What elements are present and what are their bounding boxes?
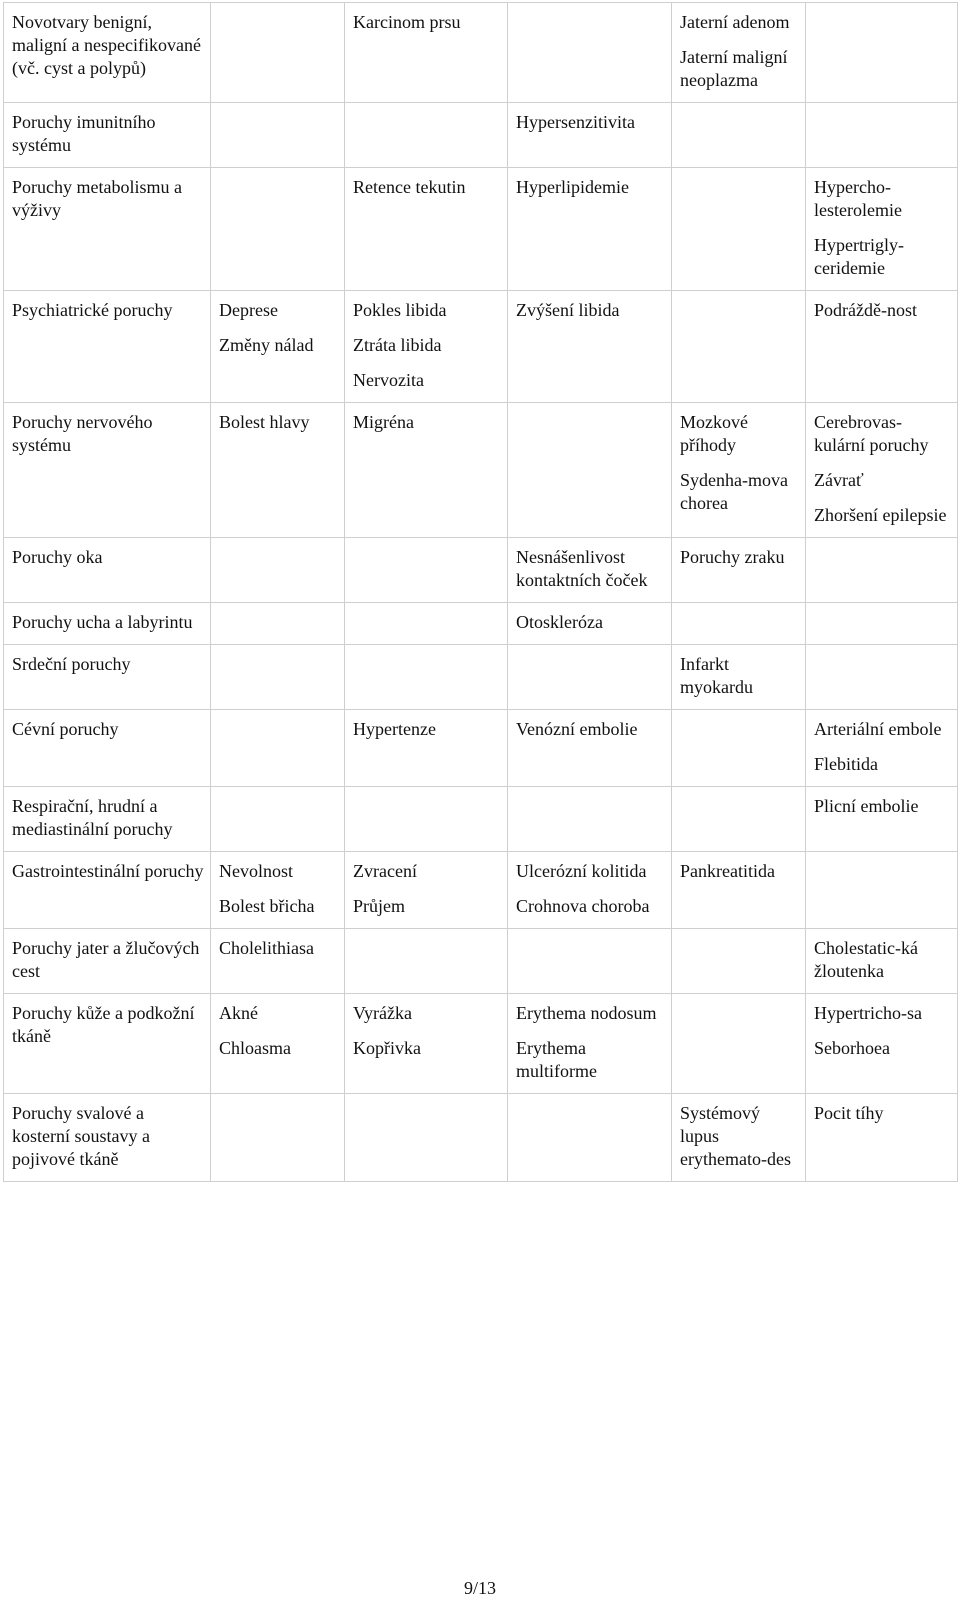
effect-cell [672,603,806,645]
effect-item: Deprese [219,300,278,320]
effect-item: Hypercho-lesterolemie [814,177,902,220]
effect-cell [211,852,345,929]
effect-cell [806,403,958,538]
effect-item: Crohnova choroba [516,896,650,916]
effect-item: Zvýšení libida [516,300,620,320]
category-cell: Srdeční poruchy [4,645,211,710]
effect-item: Otoskleróza [516,612,603,632]
effect-item: Závrať [814,470,864,490]
effect-cell [672,787,806,852]
effect-item: Podráždě-nost [814,300,917,320]
effect-cell [345,710,508,787]
table-row [4,291,958,403]
effect-item: Hypertenze [353,719,436,739]
effect-cell [508,710,672,787]
effect-item: Hypertrigly-ceridemie [814,235,904,278]
effect-item: Poruchy zraku [680,547,785,567]
effect-item: Retence tekutin [353,177,466,197]
effect-item: Nervozita [353,370,424,390]
effect-cell [345,103,508,168]
table-row [4,403,958,538]
category-cell: Poruchy jater a žlučových cest [4,929,211,994]
effect-item: Změny nálad [219,335,314,355]
effect-cell [806,929,958,994]
effect-cell [508,852,672,929]
effect-cell [672,852,806,929]
effect-cell [211,3,345,103]
effect-cell [672,1094,806,1182]
effect-cell [211,603,345,645]
adverse-effects-table [3,2,958,1182]
effect-cell [508,994,672,1094]
effect-item: Hypertricho-sa [814,1003,922,1023]
effect-item: Mozkové příhody [680,412,748,455]
effect-item: Cholestatic-ká žloutenka [814,938,918,981]
effect-cell [211,1094,345,1182]
effect-cell [211,291,345,403]
effect-cell [806,852,958,929]
effect-cell [508,1094,672,1182]
effect-cell [508,403,672,538]
effect-item: Akné [219,1003,258,1023]
effect-item: Arteriální embole [814,719,942,739]
category-cell: Novotvary benigní, maligní a nespecifikované (vč. cyst a polypů) [4,3,211,103]
effect-cell [345,603,508,645]
category-cell: Cévní poruchy [4,710,211,787]
effect-cell [672,929,806,994]
effect-item: Průjem [353,896,405,916]
effect-cell [806,710,958,787]
effect-item: Flebitida [814,754,878,774]
effect-item: Jaterní adenom [680,12,790,32]
effect-cell [508,929,672,994]
effect-cell [672,645,806,710]
effect-cell [672,3,806,103]
effect-cell [345,168,508,291]
table-row [4,168,958,291]
category-cell: Poruchy nervového systému [4,403,211,538]
effect-cell [345,852,508,929]
effect-item: Migréna [353,412,414,432]
table-row [4,994,958,1094]
effect-cell [345,403,508,538]
effect-cell [806,103,958,168]
table-row [4,852,958,929]
effect-cell [211,994,345,1094]
table-row [4,103,958,168]
category-cell: Poruchy svalové a kosterní soustavy a pojivové tkáně [4,1094,211,1182]
effect-item: Ulcerózní kolitida [516,861,647,881]
effect-item: Vyrážka [353,1003,412,1023]
effect-item: Seborhoea [814,1038,890,1058]
effect-item: Zhoršení epilepsie [814,505,947,525]
effect-item: Zvracení [353,861,417,881]
effect-cell [508,168,672,291]
category-cell: Psychiatrické poruchy [4,291,211,403]
effect-item: Nesnášenlivost kontaktních čoček [516,547,648,590]
effect-cell [211,787,345,852]
effect-item: Systémový lupus erythemato-des [680,1103,791,1169]
effect-cell [806,603,958,645]
effect-item: Kopřivka [353,1038,421,1058]
table-row [4,787,958,852]
effect-item: Sydenha-mova chorea [680,470,788,513]
table-row [4,645,958,710]
effect-cell [345,1094,508,1182]
effect-cell [211,538,345,603]
effect-cell [211,710,345,787]
table-row [4,710,958,787]
effect-cell [508,103,672,168]
category-cell: Poruchy imunitního systému [4,103,211,168]
effect-item: Cholelithiasa [219,938,314,958]
effect-cell [806,645,958,710]
effect-cell [211,168,345,291]
effect-item: Karcinom prsu [353,12,461,32]
effect-cell [345,787,508,852]
effect-item: Plicní embolie [814,796,919,816]
effect-item: Pankreatitida [680,861,775,881]
table-row [4,603,958,645]
effect-cell [806,787,958,852]
effect-cell [672,994,806,1094]
effect-item: Ztráta libida [353,335,442,355]
effect-cell [345,929,508,994]
effect-cell [211,103,345,168]
effect-item: Nevolnost [219,861,293,881]
effect-cell [345,3,508,103]
effect-cell [345,645,508,710]
category-cell: Gastrointestinální poruchy [4,852,211,929]
effect-cell [672,291,806,403]
effect-cell [672,103,806,168]
table-body [4,3,958,1182]
effect-cell [806,538,958,603]
effect-cell [508,603,672,645]
effect-cell [672,538,806,603]
effect-cell [806,168,958,291]
category-cell: Respirační, hrudní a mediastinální poruchy [4,787,211,852]
effect-cell [806,291,958,403]
effect-item: Erythema multiforme [516,1038,597,1081]
category-cell: Poruchy ucha a labyrintu [4,603,211,645]
table-row [4,1094,958,1182]
effect-cell [345,994,508,1094]
category-cell: Poruchy oka [4,538,211,603]
effect-cell [345,291,508,403]
table-row [4,929,958,994]
effect-item: Jaterní maligní neoplazma [680,47,788,90]
effect-item: Chloasma [219,1038,291,1058]
effect-item: Pocit tíhy [814,1103,884,1123]
effect-cell [345,538,508,603]
effect-item: Infarkt myokardu [680,654,753,697]
effect-cell [211,929,345,994]
effect-cell [508,291,672,403]
effect-cell [508,787,672,852]
effect-item: Hypersenzitivita [516,112,635,132]
effect-cell [211,403,345,538]
effect-cell [806,1094,958,1182]
effect-cell [211,645,345,710]
effect-cell [508,645,672,710]
effect-item: Pokles libida [353,300,447,320]
effect-cell [672,168,806,291]
effect-item: Hyperlipidemie [516,177,629,197]
table-row [4,3,958,103]
category-cell: Poruchy metabolismu a výživy [4,168,211,291]
effect-cell [672,710,806,787]
effect-cell [672,403,806,538]
page-number: 9/13 [463,1578,496,1598]
table-row [4,538,958,603]
effect-item: Bolest břicha [219,896,315,916]
effect-item: Bolest hlavy [219,412,310,432]
category-cell: Poruchy kůže a podkožní tkáně [4,994,211,1094]
effect-item: Cerebrovas-kulární poruchy [814,412,929,455]
effect-item: Venózní embolie [516,719,638,739]
effect-cell [508,3,672,103]
effect-item: Erythema nodosum [516,1003,657,1023]
effect-cell [806,994,958,1094]
effect-cell [806,3,958,103]
effect-cell [508,538,672,603]
